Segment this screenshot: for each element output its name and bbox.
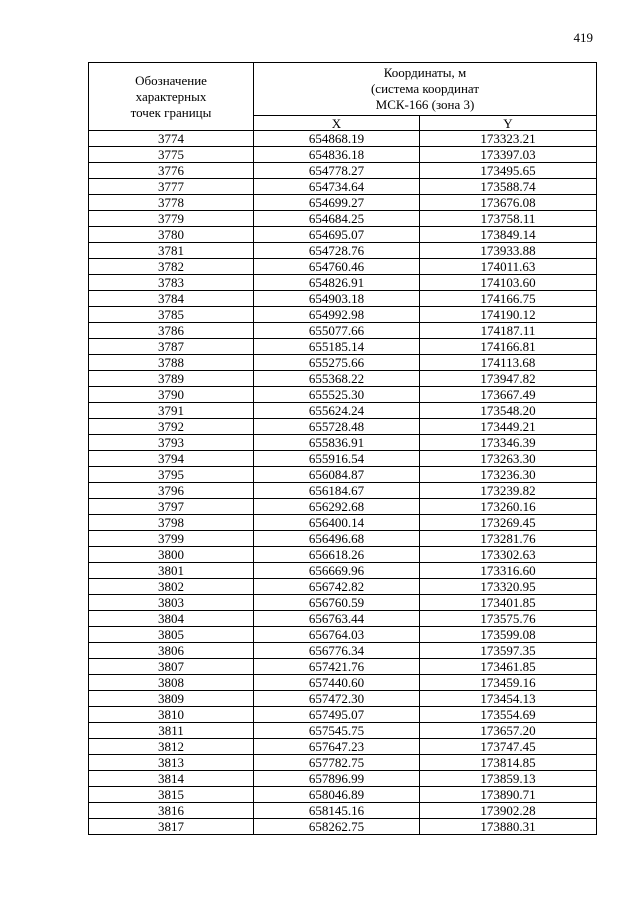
table-row <box>89 563 597 579</box>
table-row <box>89 163 597 179</box>
table-row <box>89 483 597 499</box>
y-coordinate-cell: 173302.63 <box>420 547 597 563</box>
x-coordinate-cell: 656763.44 <box>254 611 420 627</box>
y-coordinate-cell: 173397.03 <box>420 147 597 163</box>
point-number-cell: 3782 <box>89 259 254 275</box>
x-coordinate-cell: 654868.19 <box>254 131 420 147</box>
table-row <box>89 419 597 435</box>
point-number-cell: 3802 <box>89 579 254 595</box>
y-coordinate-cell: 173890.71 <box>420 787 597 803</box>
y-coordinate-cell: 173495.65 <box>420 163 597 179</box>
table-row <box>89 819 597 835</box>
y-coordinate-cell: 174166.75 <box>420 291 597 307</box>
table-row <box>89 515 597 531</box>
point-number-cell: 3815 <box>89 787 254 803</box>
y-coordinate-cell: 173676.08 <box>420 195 597 211</box>
y-column-header: Y <box>420 116 597 131</box>
y-coordinate-cell: 173859.13 <box>420 771 597 787</box>
x-coordinate-cell: 656618.26 <box>254 547 420 563</box>
x-coordinate-cell: 658262.75 <box>254 819 420 835</box>
x-coordinate-cell: 654684.25 <box>254 211 420 227</box>
y-coordinate-cell: 173947.82 <box>420 371 597 387</box>
table-row <box>89 739 597 755</box>
x-coordinate-cell: 656760.59 <box>254 595 420 611</box>
point-number-cell: 3785 <box>89 307 254 323</box>
x-coordinate-cell: 656742.82 <box>254 579 420 595</box>
table-row <box>89 531 597 547</box>
table-row <box>89 547 597 563</box>
x-coordinate-cell: 658046.89 <box>254 787 420 803</box>
x-coordinate-cell: 658145.16 <box>254 803 420 819</box>
table-row <box>89 595 597 611</box>
x-column-header: X <box>254 116 420 131</box>
y-coordinate-cell: 173588.74 <box>420 179 597 195</box>
table-row <box>89 787 597 803</box>
y-coordinate-cell: 173657.20 <box>420 723 597 739</box>
table-row <box>89 451 597 467</box>
y-coordinate-cell: 173933.88 <box>420 243 597 259</box>
y-coordinate-cell: 173269.45 <box>420 515 597 531</box>
point-number-cell: 3779 <box>89 211 254 227</box>
point-number-cell: 3814 <box>89 771 254 787</box>
y-coordinate-cell: 174011.63 <box>420 259 597 275</box>
coords-header-line: МСК-166 (зона 3) <box>375 97 475 112</box>
x-coordinate-cell: 654728.76 <box>254 243 420 259</box>
y-coordinate-cell: 173758.11 <box>420 211 597 227</box>
point-number-cell: 3774 <box>89 131 254 147</box>
y-coordinate-cell: 174187.11 <box>420 323 597 339</box>
y-coordinate-cell: 173880.31 <box>420 819 597 835</box>
coords-header-line: (система координат <box>370 81 480 96</box>
point-number-cell: 3804 <box>89 611 254 627</box>
x-coordinate-cell: 654826.91 <box>254 275 420 291</box>
table-row <box>89 243 597 259</box>
x-coordinate-cell: 656292.68 <box>254 499 420 515</box>
point-number-cell: 3781 <box>89 243 254 259</box>
table-row <box>89 707 597 723</box>
y-coordinate-cell: 173401.85 <box>420 595 597 611</box>
x-coordinate-cell: 655368.22 <box>254 371 420 387</box>
point-number-cell: 3793 <box>89 435 254 451</box>
point-number-cell: 3786 <box>89 323 254 339</box>
y-coordinate-cell: 173323.21 <box>420 131 597 147</box>
point-number-cell: 3783 <box>89 275 254 291</box>
point-header-line: характерных <box>135 88 207 104</box>
table-row <box>89 355 597 371</box>
x-coordinate-cell: 654699.27 <box>254 195 420 211</box>
point-number-cell: 3813 <box>89 755 254 771</box>
y-coordinate-cell: 173454.13 <box>420 691 597 707</box>
y-coordinate-cell: 173239.82 <box>420 483 597 499</box>
y-coordinate-cell: 173263.30 <box>420 451 597 467</box>
y-coordinate-cell: 174113.68 <box>420 355 597 371</box>
y-coordinate-cell: 173814.85 <box>420 755 597 771</box>
x-coordinate-cell: 654695.07 <box>254 227 420 243</box>
x-coordinate-cell: 654903.18 <box>254 291 420 307</box>
y-coordinate-cell: 173667.49 <box>420 387 597 403</box>
table-body <box>89 131 597 835</box>
point-number-cell: 3787 <box>89 339 254 355</box>
point-header-line: точек границы <box>130 104 212 120</box>
point-number-cell: 3810 <box>89 707 254 723</box>
table-row <box>89 755 597 771</box>
y-coordinate-cell: 173461.85 <box>420 659 597 675</box>
point-number-cell: 3805 <box>89 627 254 643</box>
x-coordinate-cell: 654760.46 <box>254 259 420 275</box>
table-row <box>89 467 597 483</box>
y-coordinate-cell: 174103.60 <box>420 275 597 291</box>
point-number-cell: 3798 <box>89 515 254 531</box>
x-coordinate-cell: 654836.18 <box>254 147 420 163</box>
x-coordinate-cell: 654734.64 <box>254 179 420 195</box>
table-row <box>89 723 597 739</box>
x-coordinate-cell: 657472.30 <box>254 691 420 707</box>
point-number-cell: 3797 <box>89 499 254 515</box>
point-number-cell: 3799 <box>89 531 254 547</box>
table-row <box>89 659 597 675</box>
x-coordinate-cell: 657440.60 <box>254 675 420 691</box>
y-coordinate-cell: 173849.14 <box>420 227 597 243</box>
x-coordinate-cell: 656776.34 <box>254 643 420 659</box>
point-number-cell: 3807 <box>89 659 254 675</box>
point-number-cell: 3811 <box>89 723 254 739</box>
table-row <box>89 771 597 787</box>
table-row <box>89 403 597 419</box>
x-coordinate-cell: 656400.14 <box>254 515 420 531</box>
x-coordinate-cell: 657896.99 <box>254 771 420 787</box>
y-coordinate-cell: 173281.76 <box>420 531 597 547</box>
point-number-cell: 3794 <box>89 451 254 467</box>
table-row <box>89 147 597 163</box>
x-coordinate-cell: 657647.23 <box>254 739 420 755</box>
point-number-cell: 3817 <box>89 819 254 835</box>
point-number-cell: 3780 <box>89 227 254 243</box>
y-coordinate-cell: 173236.30 <box>420 467 597 483</box>
x-coordinate-cell: 656496.68 <box>254 531 420 547</box>
table-row <box>89 387 597 403</box>
table-row <box>89 499 597 515</box>
y-coordinate-cell: 173597.35 <box>420 643 597 659</box>
x-coordinate-cell: 657782.75 <box>254 755 420 771</box>
point-number-cell: 3791 <box>89 403 254 419</box>
x-coordinate-cell: 655728.48 <box>254 419 420 435</box>
point-number-cell: 3801 <box>89 563 254 579</box>
point-number-cell: 3788 <box>89 355 254 371</box>
x-coordinate-cell: 656184.67 <box>254 483 420 499</box>
table-row <box>89 371 597 387</box>
table-row <box>89 291 597 307</box>
point-number-cell: 3792 <box>89 419 254 435</box>
point-number-cell: 3816 <box>89 803 254 819</box>
x-coordinate-cell: 655624.24 <box>254 403 420 419</box>
coordinates-header <box>254 63 597 116</box>
table-row <box>89 131 597 147</box>
x-coordinate-cell: 655275.66 <box>254 355 420 371</box>
y-coordinate-cell: 173548.20 <box>420 403 597 419</box>
point-number-cell: 3784 <box>89 291 254 307</box>
y-coordinate-cell: 173747.45 <box>420 739 597 755</box>
table-row <box>89 675 597 691</box>
x-coordinate-cell: 655077.66 <box>254 323 420 339</box>
page-number: 419 <box>573 30 593 45</box>
table-row <box>89 611 597 627</box>
x-coordinate-cell: 655916.54 <box>254 451 420 467</box>
y-coordinate-cell: 173449.21 <box>420 419 597 435</box>
x-coordinate-cell: 656084.87 <box>254 467 420 483</box>
point-number-cell: 3796 <box>89 483 254 499</box>
table-row <box>89 195 597 211</box>
x-coordinate-cell: 655836.91 <box>254 435 420 451</box>
y-coordinate-cell: 173260.16 <box>420 499 597 515</box>
x-coordinate-cell: 657421.76 <box>254 659 420 675</box>
table-row <box>89 339 597 355</box>
point-number-cell: 3812 <box>89 739 254 755</box>
point-number-cell: 3777 <box>89 179 254 195</box>
x-coordinate-cell: 655525.30 <box>254 387 420 403</box>
y-coordinate-cell: 174166.81 <box>420 339 597 355</box>
point-number-cell: 3778 <box>89 195 254 211</box>
point-number-cell: 3809 <box>89 691 254 707</box>
point-number-cell: 3776 <box>89 163 254 179</box>
x-coordinate-cell: 656764.03 <box>254 627 420 643</box>
table-row <box>89 227 597 243</box>
table-row <box>89 691 597 707</box>
point-number-cell: 3803 <box>89 595 254 611</box>
table-row <box>89 275 597 291</box>
y-coordinate-cell: 173599.08 <box>420 627 597 643</box>
table-row <box>89 179 597 195</box>
y-coordinate-cell: 173554.69 <box>420 707 597 723</box>
point-number-cell: 3800 <box>89 547 254 563</box>
x-coordinate-cell: 656669.96 <box>254 563 420 579</box>
x-coordinate-cell: 655185.14 <box>254 339 420 355</box>
point-number-cell: 3808 <box>89 675 254 691</box>
table-row <box>89 803 597 819</box>
x-coordinate-cell: 657495.07 <box>254 707 420 723</box>
table-row <box>89 627 597 643</box>
point-number-cell: 3795 <box>89 467 254 483</box>
point-number-cell: 3806 <box>89 643 254 659</box>
table-row <box>89 323 597 339</box>
point-number-cell: 3775 <box>89 147 254 163</box>
y-coordinate-cell: 173575.76 <box>420 611 597 627</box>
table-row <box>89 643 597 659</box>
table-row <box>89 211 597 227</box>
coords-header-line: Координаты, м <box>383 65 467 80</box>
point-designation-header <box>89 63 254 131</box>
y-coordinate-cell: 174190.12 <box>420 307 597 323</box>
table-row <box>89 579 597 595</box>
table-row <box>89 307 597 323</box>
coordinates-table <box>88 62 597 835</box>
x-coordinate-cell: 654778.27 <box>254 163 420 179</box>
y-coordinate-cell: 173346.39 <box>420 435 597 451</box>
point-number-cell: 3789 <box>89 371 254 387</box>
x-coordinate-cell: 657545.75 <box>254 723 420 739</box>
table-row <box>89 435 597 451</box>
y-coordinate-cell: 173320.95 <box>420 579 597 595</box>
point-header-line: Обозначение <box>135 72 207 88</box>
point-number-cell: 3790 <box>89 387 254 403</box>
x-coordinate-cell: 654992.98 <box>254 307 420 323</box>
y-coordinate-cell: 173902.28 <box>420 803 597 819</box>
y-coordinate-cell: 173459.16 <box>420 675 597 691</box>
table-row <box>89 259 597 275</box>
y-coordinate-cell: 173316.60 <box>420 563 597 579</box>
